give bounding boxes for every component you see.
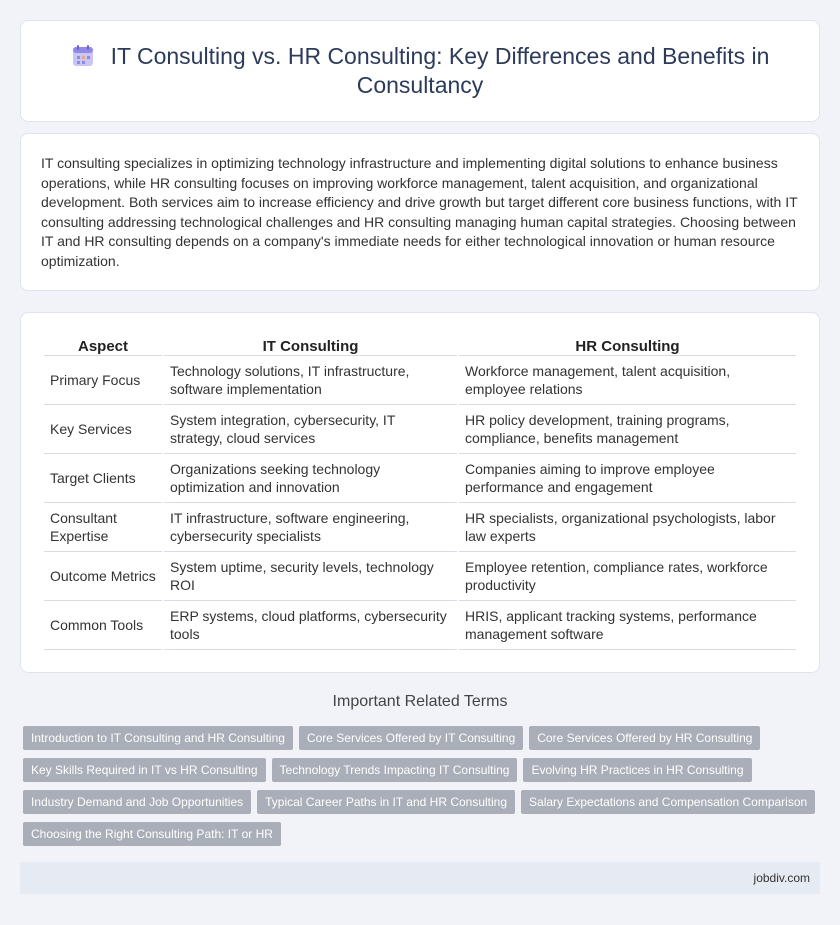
table-row xyxy=(44,601,796,650)
related-term-link[interactable]: Choosing the Right Consulting Path: IT or HR xyxy=(23,822,281,846)
related-term-link[interactable]: Core Services Offered by HR Consulting xyxy=(529,726,760,750)
row-aspect: Primary Focus xyxy=(44,356,162,405)
row-aspect: Target Clients xyxy=(44,454,162,503)
related-term-link[interactable]: Core Services Offered by IT Consulting xyxy=(299,726,523,750)
row-hr: HR policy development, training programs, compliance, benefits management xyxy=(459,405,796,454)
table-row xyxy=(44,405,796,454)
page-title xyxy=(41,42,799,100)
header-hr-consulting: HR Consulting xyxy=(459,333,796,356)
related-term-link[interactable]: Technology Trends Impacting IT Consulting xyxy=(272,758,518,782)
table-row xyxy=(44,356,796,405)
comparison-table xyxy=(42,333,798,650)
footer-site-link[interactable]: jobdiv.com xyxy=(753,871,810,885)
related-term-link[interactable]: Evolving HR Practices in HR Consulting xyxy=(523,758,751,782)
related-term-link[interactable]: Industry Demand and Job Opportunities xyxy=(23,790,251,814)
row-hr: Companies aiming to improve employee performance and engagement xyxy=(459,454,796,503)
intro-paragraph: IT consulting specializes in optimizing technology infrastructure and implementing digital solutions to enhance business operations, while HR consulting focuses on improving workforce management, talent acquisition, and organizational development. Both services aim to increase efficiency and drive growth but target different core business functions, with IT consulting addressing technological challenges and HR consulting managing human capital strategies. Choosing between IT and HR consulting depends on a company's immediate needs for either technological innovation or human resource optimization. xyxy=(41,155,798,269)
page-title-text: IT Consulting vs. HR Consulting: Key Differences and Benefits in Consultancy xyxy=(110,43,770,98)
table-header-row xyxy=(44,333,796,356)
title-card xyxy=(20,20,820,122)
related-terms-title: Important Related Terms xyxy=(332,693,508,710)
intro-card xyxy=(20,133,820,291)
row-hr: Workforce management, talent acquisition, employee relations xyxy=(459,356,796,405)
row-hr: HR specialists, organizational psychologists, labor law experts xyxy=(459,503,796,552)
header-it-consulting: IT Consulting xyxy=(164,333,457,356)
row-aspect: Common Tools xyxy=(44,601,162,650)
row-it: System uptime, security levels, technology ROI xyxy=(164,552,457,601)
row-it: IT infrastructure, software engineering, cybersecurity specialists xyxy=(164,503,457,552)
calendar-icon xyxy=(71,44,97,68)
footer xyxy=(20,862,820,894)
row-hr: Employee retention, compliance rates, workforce productivity xyxy=(459,552,796,601)
row-aspect: Consultant Expertise xyxy=(44,503,162,552)
comparison-card xyxy=(20,312,820,673)
related-term-link[interactable]: Introduction to IT Consulting and HR Consulting xyxy=(23,726,293,750)
row-it: Organizations seeking technology optimization and innovation xyxy=(164,454,457,503)
row-aspect: Outcome Metrics xyxy=(44,552,162,601)
table-row xyxy=(44,454,796,503)
related-term-link[interactable]: Typical Career Paths in IT and HR Consulting xyxy=(257,790,515,814)
row-aspect: Key Services xyxy=(44,405,162,454)
row-it: ERP systems, cloud platforms, cybersecurity tools xyxy=(164,601,457,650)
table-row xyxy=(44,503,796,552)
row-it: Technology solutions, IT infrastructure, software implementation xyxy=(164,356,457,405)
table-row xyxy=(44,552,796,601)
related-term-link[interactable]: Key Skills Required in IT vs HR Consulting xyxy=(23,758,266,782)
related-terms-list xyxy=(23,726,823,846)
row-it: System integration, cybersecurity, IT strategy, cloud services xyxy=(164,405,457,454)
related-term-link[interactable]: Salary Expectations and Compensation Comparison xyxy=(521,790,815,814)
row-hr: HRIS, applicant tracking systems, performance management software xyxy=(459,601,796,650)
header-aspect: Aspect xyxy=(44,333,162,356)
